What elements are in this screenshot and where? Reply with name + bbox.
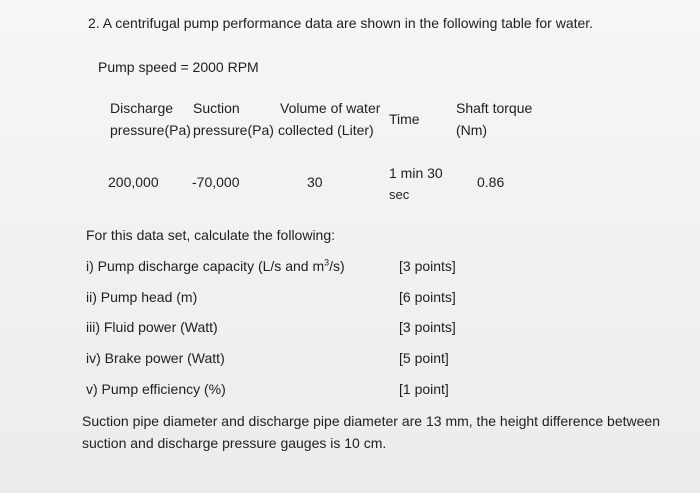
task-item-3: iii) Fluid power (Watt) [86,319,218,335]
cell-time-line1: 1 min 30 [389,165,443,181]
cell-suction: -70,000 [192,174,240,190]
header-discharge-line1: Discharge [110,100,174,116]
task-item-5: v) Pump efficiency (%) [86,381,226,397]
task-item-1 [86,257,345,275]
task-item-2: ii) Pump head (m) [86,289,198,305]
header-time: Time [389,111,420,127]
task-item-1-text-after: /s) [329,258,345,274]
header-torque-line1: Shaft torque [456,100,533,116]
task-item-4-points: [5 point] [399,350,449,366]
header-suction-line2: pressure(Pa) [193,122,274,138]
cell-volume: 30 [307,174,323,190]
pump-speed: Pump speed = 2000 RPM [98,59,259,75]
task-item-1-superscript: 3 [324,257,330,268]
question-title: 2. A centrifugal pump performance data are shown in the following table for water. [88,15,594,31]
header-volume-line1: Volume of water [280,100,381,116]
note-line2: suction and discharge pressure gauges is 10 cm. [82,435,387,451]
cell-discharge: 200,000 [108,174,159,190]
task-item-1-points: [3 points] [399,258,456,274]
task-item-5-points: [1 point] [399,381,449,397]
task-item-3-points: [3 points] [399,319,456,335]
note-line1: Suction pipe diameter and discharge pipe diameter are 13 mm, the height difference between [82,413,660,429]
cell-time-line2: sec [389,187,410,202]
header-torque-line2: (Nm) [456,122,488,138]
task-item-4: iv) Brake power (Watt) [86,350,225,366]
task-item-1-text-before: i) Pump discharge capacity (L/s and m [86,258,325,274]
cell-torque: 0.86 [477,174,505,190]
tasks-intro: For this data set, calculate the following: [86,227,336,243]
task-item-2-points: [6 points] [399,289,456,305]
header-volume-line2: collected (Liter) [278,122,374,138]
header-suction-line1: Suction [193,100,240,116]
header-discharge-line2: pressure(Pa) [110,122,191,138]
